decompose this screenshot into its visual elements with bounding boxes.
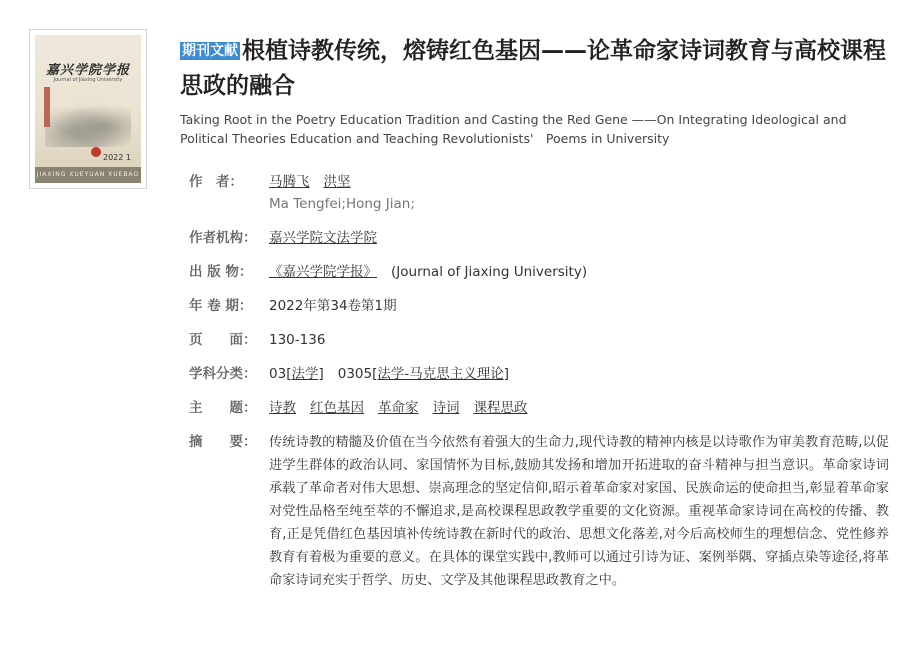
authors-en: Ma Tengfei;Hong Jian;: [269, 196, 415, 212]
article-type-badge: 期刊文献: [182, 43, 238, 59]
keyword-link[interactable]: 革命家: [378, 400, 419, 416]
abstract-row: [189, 431, 889, 592]
pages-label: 页 面：: [189, 332, 257, 348]
article-title-cn: 根植诗教传统，熔铸红色基因——论革命家诗词教育与高校课程思政的融合: [180, 38, 886, 99]
organization-link[interactable]: 嘉兴学院文法学院: [269, 230, 377, 246]
article-title: [180, 34, 890, 104]
organization-label: 作者机构：: [189, 230, 257, 246]
publication-row: [189, 261, 889, 283]
subject-link[interactable]: 法学-马克思主义理论: [377, 366, 504, 382]
cover-ink-painting: [45, 101, 131, 147]
keywords-value: [269, 397, 889, 419]
volume-value: 2022年第34卷第1期: [269, 298, 397, 314]
authors-row: [189, 171, 889, 215]
authors-value: [269, 171, 889, 215]
keywords-label: 主 题：: [189, 400, 257, 416]
publication-en: (Journal of Jiaxing University): [391, 264, 588, 280]
keywords-row: [189, 397, 889, 419]
subject-row: [189, 363, 889, 385]
publication-link[interactable]: 《嘉兴学院学报》: [269, 264, 377, 280]
cover-subtitle: Journal of Jiaxing University: [53, 77, 123, 83]
keyword-link[interactable]: 课程思政: [473, 400, 528, 416]
subject-value: 03[法学] 0305[法学-马克思主义理论]: [269, 366, 510, 382]
publication-label: 出 版 物：: [189, 264, 253, 280]
keyword-link[interactable]: 红色基因: [310, 400, 364, 416]
article-header: [180, 34, 890, 148]
organization-row: [189, 227, 889, 249]
abstract-label: 摘 要：: [189, 434, 257, 450]
author-link[interactable]: 洪坚: [323, 174, 351, 190]
journal-cover-image: [35, 35, 141, 183]
abstract-text: 传统诗教的精髓及价值在当今依然有着强大的生命力,现代诗教的精神内核是以诗歌作为审美教育范畴,以促进学生群体的政治认同、家国情怀为目标,鼓励其发扬和增加开拓进取的奋斗精神与担当意识。革命家诗词承载了革命者对伟大思想、崇高理念的坚定信仰,昭示着革命家对家国、民族命运的使命担当,彰显着革命家对党性品格至纯至萃的不懈追求,是高校课程思政教学重要的文化资源。重视革命家诗词在高校的传播、教育,正是凭借红色基因填补传统诗教在新时代的政治、思想文化落差,对今后高校师生的理想信念、党性修养教育有着极为重要的意义。在具体的课堂实践中,教师可以通过引诗为证、案例举隅、穿插点染等途径,将革命家诗词充实于哲学、历史、文学及其他课程思政教育之中。: [269, 435, 889, 588]
subject-link[interactable]: 法学: [291, 366, 319, 382]
journal-cover-thumbnail[interactable]: [29, 29, 147, 189]
article-title-en: Taking Root in the Poetry Education Tradition and Casting the Red Gene ——On Integrating Ideological and Political Theories Education and Teaching Revolutionists' Poems in University: [180, 112, 847, 146]
volume-label: 年 卷 期：: [189, 298, 253, 314]
subject-label: 学科分类：: [189, 366, 257, 382]
subject-code: 03: [269, 366, 287, 382]
cover-issue: 2022 1: [103, 153, 131, 162]
cover-masthead: 嘉兴学院学报: [45, 63, 130, 78]
keyword-link[interactable]: 诗教: [269, 400, 296, 416]
keyword-link[interactable]: 诗词: [432, 400, 460, 416]
pages-row: [189, 329, 889, 351]
authors-label: 作 者：: [189, 174, 243, 190]
author-link[interactable]: 马腾飞: [269, 174, 310, 190]
pages-value: 130-136: [269, 332, 326, 348]
subject-code: 0305: [337, 366, 373, 382]
cover-seal-icon: [91, 147, 101, 157]
article-metadata: [189, 171, 889, 604]
volume-row: [189, 295, 889, 317]
cover-band: JIAXING XUEYUAN XUEBAO: [35, 167, 141, 183]
